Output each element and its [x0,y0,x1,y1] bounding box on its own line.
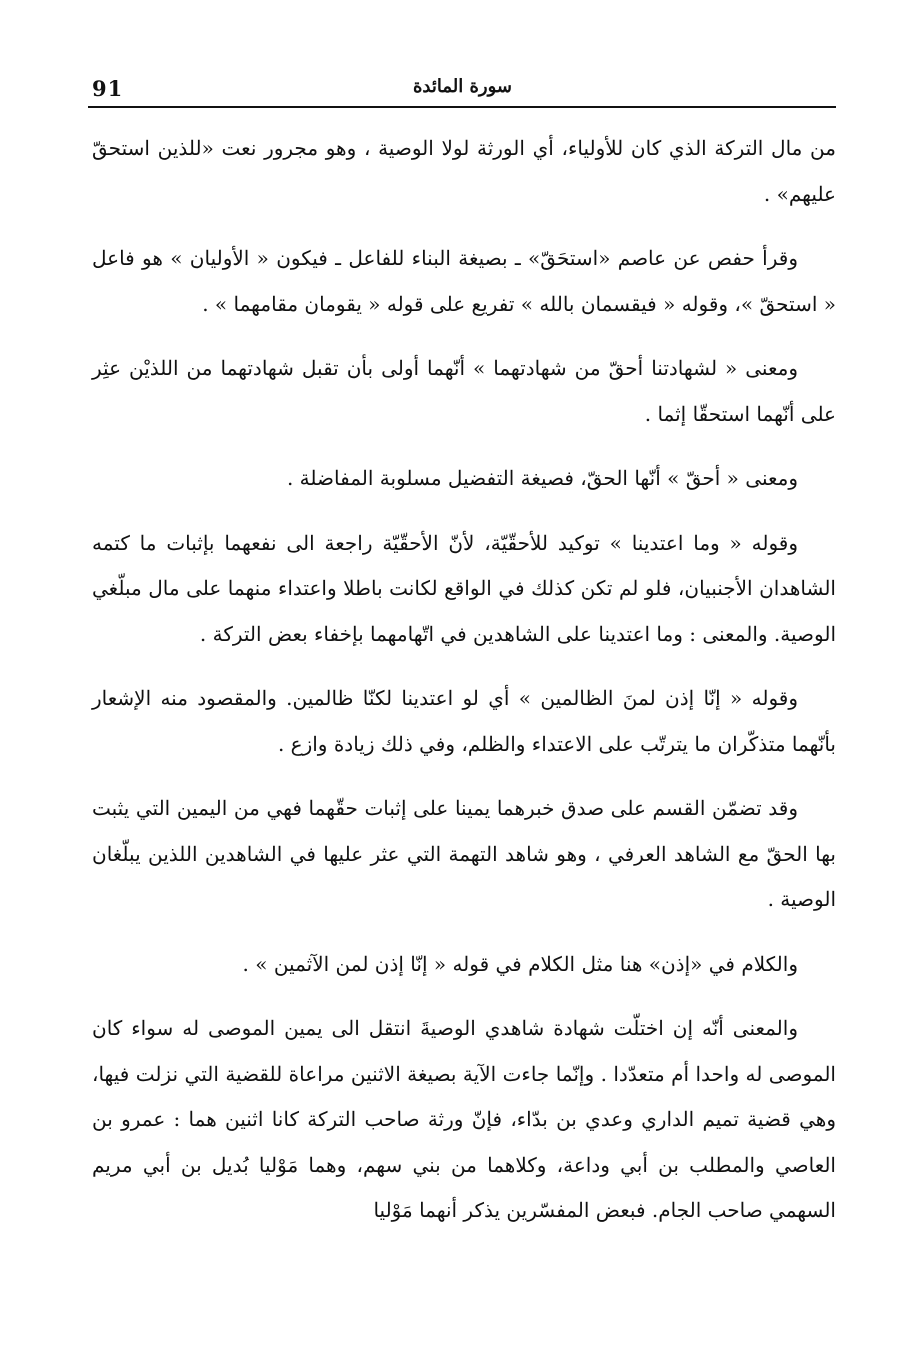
paragraph: والمعنى أنّه إن اختلّت شهادة شاهدي الوصيةَ انتقل الى يمين الموصى له سواء كان الموصى له واحدا أم متعدّدا . وإنّما جاءت الآية بصيغة الاثنين مراعاة للقضية التي نزلت فيها، وهي قضية تميم الداري وعدي بن بدّاء، فإنّ ورثة صاحب التركة كانا اثنين هما : عمرو بن العاصي والمطلب بن أبي وداعة، وكلاهما من بني سهم، وهما مَوْليا بُديل بن أبي مريم السهمي صاحب الجام. فبعض المفسّرين يذكر أنهما مَوْليا [92,1016,836,1222]
page-body [92,126,836,1253]
paragraph: وقد تضمّن القسم على صدق خبرهما يمينا على إثبات حقّهما فهي من اليمين التي يثبت بها الحقّ مع الشاهد العرفي ، وهو شاهد التهمة التي عثر عليها في الشاهدين اللذين يبلّغان الوصية . [92,796,836,911]
paragraph: وقرأ حفص عن عاصم «استحَقّ» ـ بصيغة البناء للفاعل ـ فيكون « الأوليان » هو فاعل « استحقّ »، وقوله « فيقسمان بالله » تفريع على قوله « يقومان مقامهما » . [92,246,836,316]
paragraph: ومعنى « لشهادتنا أحقّ من شهادتهما » أنّهما أولى بأن تقبل شهادتهما من اللذيْن عثِر على أنّهما استحقّا إثما . [92,356,836,426]
running-head: سورة المائدة [412,76,513,97]
paragraph: وقوله « وما اعتدينا » توكيد للأحقّيّة، لأنّ الأحقّيّة راجعة الى نفعهما بإثبات ما كتمه الشاهدان الأجنبيان، فلو لم تكن كذلك في الواقع لكانت باطلا واعتداء منهما على مال مبلّغي الوصية. والمعنى : وما اعتدينا على الشاهدين في اتّهامهما بإخفاء بعض التركة . [92,530,836,646]
paragraph: وقوله « إنّا إذن لمنَ الظالمين » أي لو اعتدينا لكنّا ظالمين. والمقصود منه الإشعار بأنّهما متذكّران ما يترتّب على الاعتداء والظلم، وفي ذلك زيادة وازع . [92,686,836,756]
page-header [90,72,835,106]
paragraph: والكلام في «إذن» هنا مثل الكلام في قوله « إنّا إذن لمن الآثمين » . [242,951,798,976]
paragraph: من مال التركة الذي كان للأولياء، أي الورثة لولا الوصية ، وهو مجرور نعت «للذين استحقّ عليهم» . [92,136,836,206]
header-rule [88,106,836,108]
page-number: 91 [92,76,124,101]
paragraph: ومعنى « أحقّ » أنّها الحقّ، فصيغة التفضيل مسلوبة المفاضلة . [286,466,798,490]
